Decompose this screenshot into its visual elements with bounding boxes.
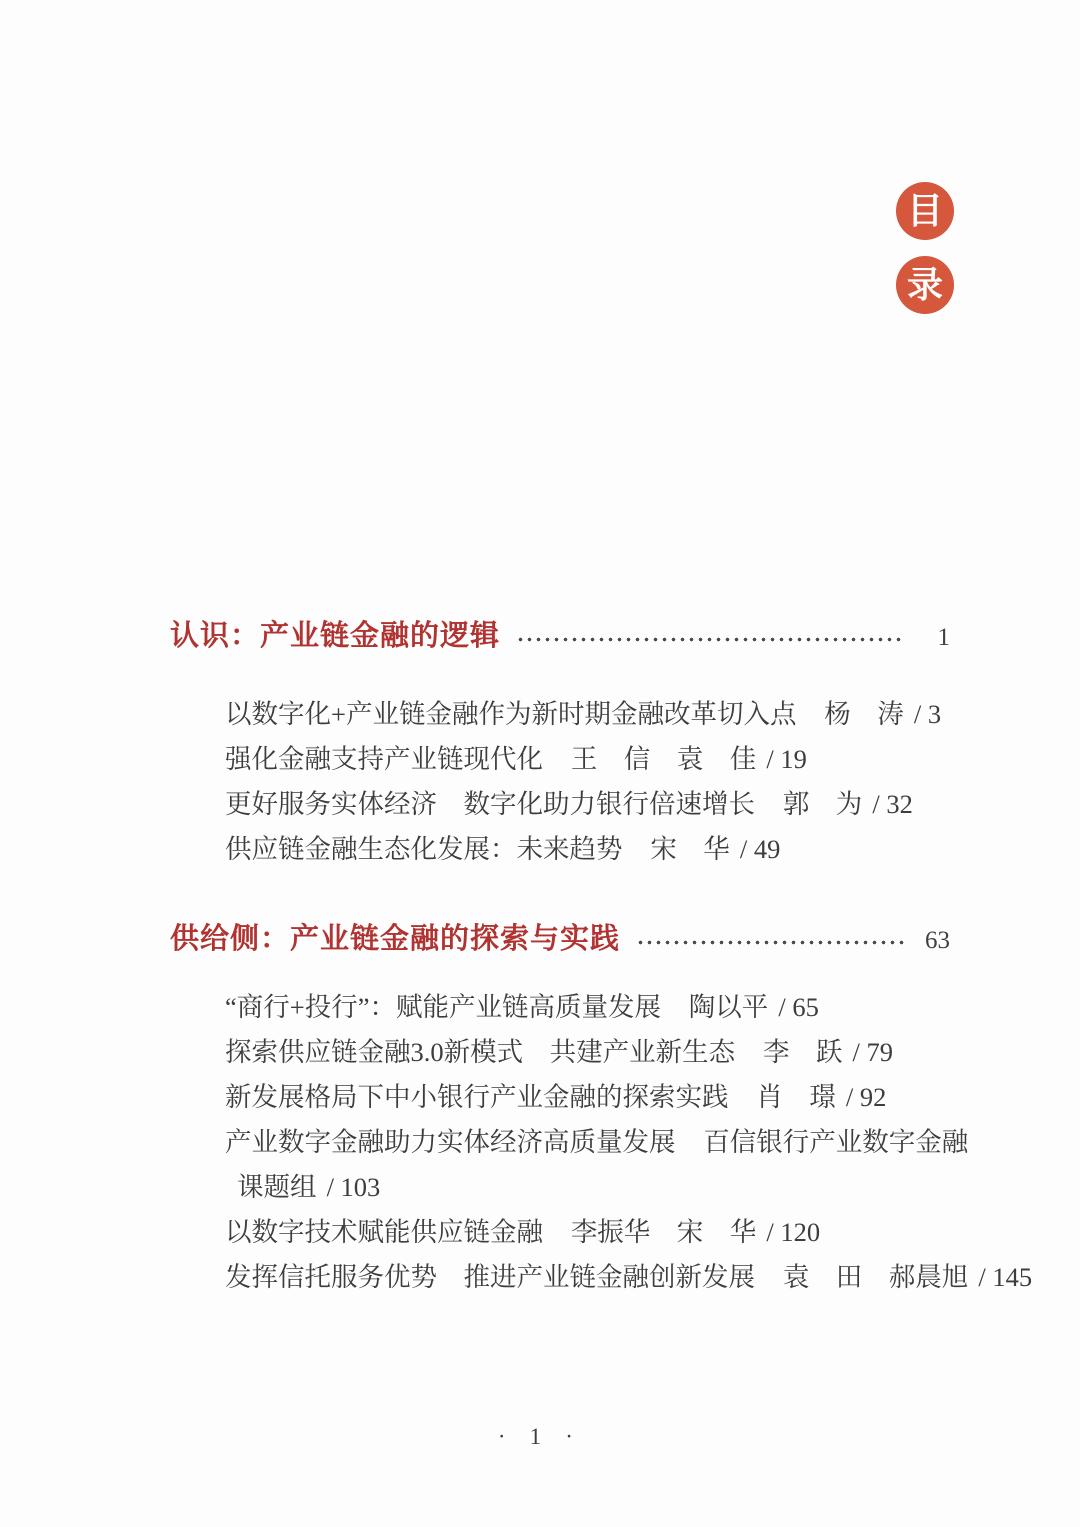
entry-page-number: / 49 xyxy=(739,834,781,864)
toc-section xyxy=(170,917,1033,1300)
entry-page-number: / 79 xyxy=(852,1037,893,1067)
entry-authors: 李 跃 xyxy=(762,1037,843,1067)
toc-entry xyxy=(225,985,950,1030)
entry-authors: 袁 田 郝晨旭 xyxy=(782,1262,969,1292)
entry-authors: 王 信 袁 佳 xyxy=(570,744,757,774)
entry-title: 以数字技术赋能供应链金融 xyxy=(225,1217,543,1247)
toc-entry xyxy=(225,737,950,782)
badge-circle-mu xyxy=(896,182,954,240)
entry-page-number: / 65 xyxy=(778,992,819,1022)
badge-char: 录 xyxy=(906,265,943,305)
entry-authors: 杨 涛 xyxy=(824,699,904,729)
toc-entry xyxy=(225,1120,969,1165)
entry-authors: 百信银行产业数字金融 xyxy=(703,1127,969,1157)
section-page-number: 1 xyxy=(937,624,950,651)
entry-title: 以数字化+产业链金融作为新时期金融改革切入点 xyxy=(225,699,797,729)
entry-title: 供应链金融生态化发展：未来趋势 xyxy=(225,834,623,864)
toc-entry xyxy=(225,1210,950,1255)
entry-title: 探索供应链金融3.0新模式 共建产业新生态 xyxy=(225,1037,736,1067)
entry-title: 新发展格局下中小银行产业金融的探索实践 xyxy=(225,1082,729,1112)
contents-badge xyxy=(896,182,954,314)
entry-page-number: / 19 xyxy=(766,744,807,774)
toc-section xyxy=(170,614,950,872)
entry-title: 更好服务实体经济 数字化助力银行倍速增长 xyxy=(225,789,755,819)
entry-title: 强化金融支持产业链现代化 xyxy=(225,744,543,774)
toc-entry xyxy=(225,692,950,737)
entry-page-number: / 145 xyxy=(978,1262,1033,1292)
toc-entry xyxy=(225,782,950,827)
folio-page-number: · 1 · xyxy=(497,1424,583,1449)
section-page-number: 63 xyxy=(925,927,950,954)
entry-list xyxy=(170,692,950,872)
section-heading-row xyxy=(170,614,950,660)
entry-page-number: / 103 xyxy=(326,1172,381,1202)
toc-entry-continuation xyxy=(225,1165,950,1210)
entry-page-number: / 92 xyxy=(845,1082,887,1112)
badge-char: 目 xyxy=(906,191,943,231)
toc-entry xyxy=(225,1255,1033,1300)
entry-authors: 宋 华 xyxy=(650,834,730,864)
entry-authors: 肖 璟 xyxy=(756,1082,836,1112)
toc-entry xyxy=(225,1075,950,1120)
entry-title: 发挥信托服务优势 推进产业链金融创新发展 xyxy=(225,1262,755,1292)
entry-title: 产业数字金融助力实体经济高质量发展 xyxy=(225,1127,676,1157)
toc-entry xyxy=(225,1030,950,1075)
badge-circle-lu xyxy=(896,256,954,314)
dot-leader xyxy=(514,615,904,659)
section-title: 供给侧：产业链金融的探索与实践 xyxy=(170,923,621,955)
toc-entry xyxy=(225,827,950,872)
entry-title: “商行+投行”：赋能产业链高质量发展 xyxy=(225,992,661,1022)
section-heading-row xyxy=(170,917,950,963)
entry-page-number: / 3 xyxy=(913,699,942,729)
section-title: 认识：产业链金融的逻辑 xyxy=(170,620,501,652)
entry-authors: 陶以平 xyxy=(688,992,769,1022)
entry-page-number: / 32 xyxy=(872,789,913,819)
entry-page-number: / 120 xyxy=(766,1217,821,1247)
entry-authors: 郭 为 xyxy=(782,789,863,819)
dot-leader xyxy=(634,918,904,962)
entry-list xyxy=(170,985,1033,1300)
entry-authors: 李振华 宋 华 xyxy=(570,1217,757,1247)
entry-authors: 课题组 xyxy=(237,1172,317,1202)
table-of-contents xyxy=(170,614,1033,1300)
